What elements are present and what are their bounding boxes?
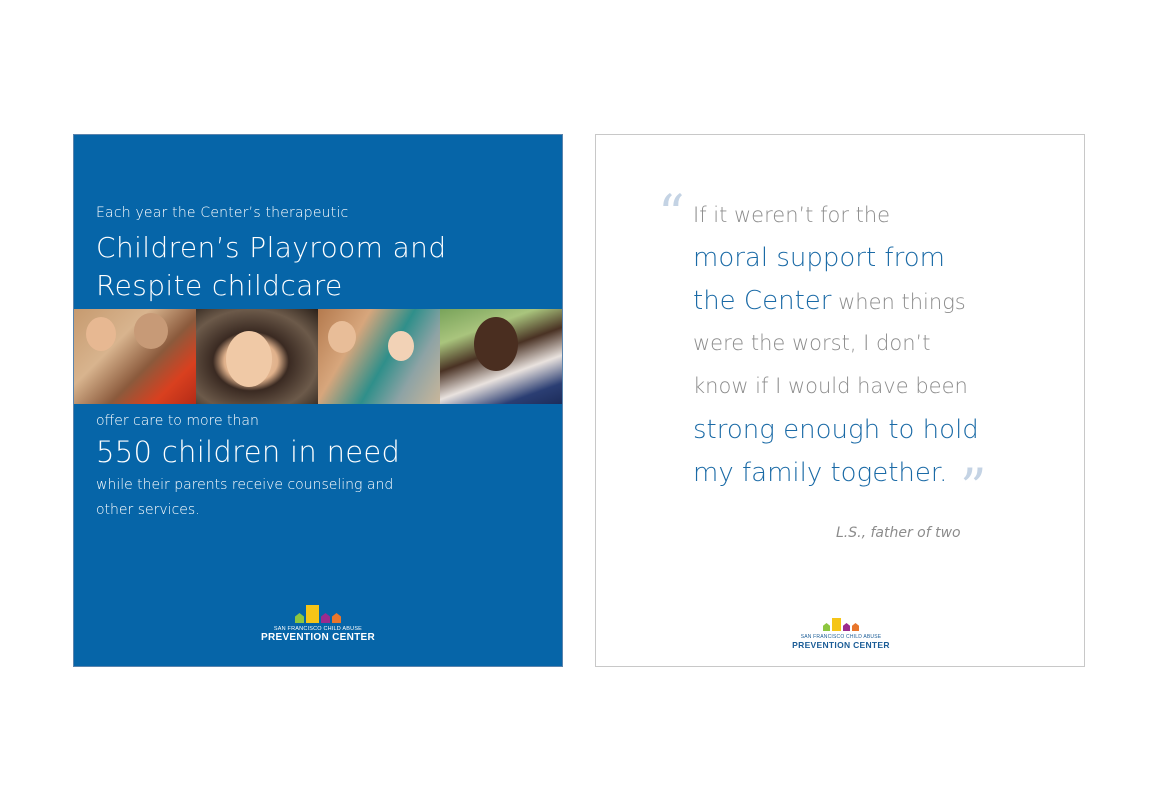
prevention-center-logo-small [791, 615, 891, 650]
prevention-center-logo [255, 601, 381, 643]
blue-info-card [73, 134, 563, 667]
body-line-1: while their parents receive counseling and [96, 477, 394, 493]
quote-line [693, 286, 966, 316]
photo-kids-playing [318, 309, 440, 404]
quote-line [693, 203, 890, 227]
quote-emphasis: the Center [693, 286, 832, 316]
logo-big-text: PREVENTION CENTER [260, 632, 375, 643]
intro-text: Each year the Center’s therapeutic [96, 205, 349, 221]
quote-text: If it weren’t for the [693, 203, 891, 227]
quote-text: were the worst, I don’t [693, 331, 931, 355]
quote-emphasis: my family together. [693, 458, 948, 488]
quote-line [693, 331, 930, 355]
photo-child-painting [74, 309, 196, 404]
quote-line [693, 243, 945, 273]
quote-emphasis: strong enough to hold [693, 415, 979, 445]
quote-emphasis: moral support from [693, 243, 945, 273]
quote-attribution: L.S., father of two [836, 525, 961, 541]
quote-text: know if I would have been [693, 374, 968, 398]
close-quote-icon: ” [960, 459, 987, 519]
logo-small-text: SAN FRANCISCO CHILD ABUSE [800, 634, 882, 640]
logo-big-text: PREVENTION CENTER [792, 640, 890, 650]
quote-line [693, 415, 979, 445]
quote-line [693, 374, 968, 398]
photo-smiling-boy [440, 309, 562, 404]
photo-smiling-girl [196, 309, 318, 404]
quote-line [693, 458, 947, 488]
open-quote-icon: “ [658, 185, 685, 245]
headline-line-1: Children’s Playroom and [96, 231, 447, 264]
big-stat: 550 children in need [96, 435, 401, 469]
logo-houses-icon [255, 601, 381, 623]
quote-card [595, 134, 1085, 667]
logo-houses-icon [791, 615, 891, 631]
quote-text: when things [831, 290, 966, 314]
offer-text: offer care to more than [96, 413, 259, 429]
headline-line-2: Respite childcare [96, 269, 343, 302]
body-line-2: other services. [96, 502, 200, 518]
children-photo-strip [74, 309, 562, 404]
logo-small-text: SAN FRANCISCO CHILD ABUSE [273, 626, 363, 632]
